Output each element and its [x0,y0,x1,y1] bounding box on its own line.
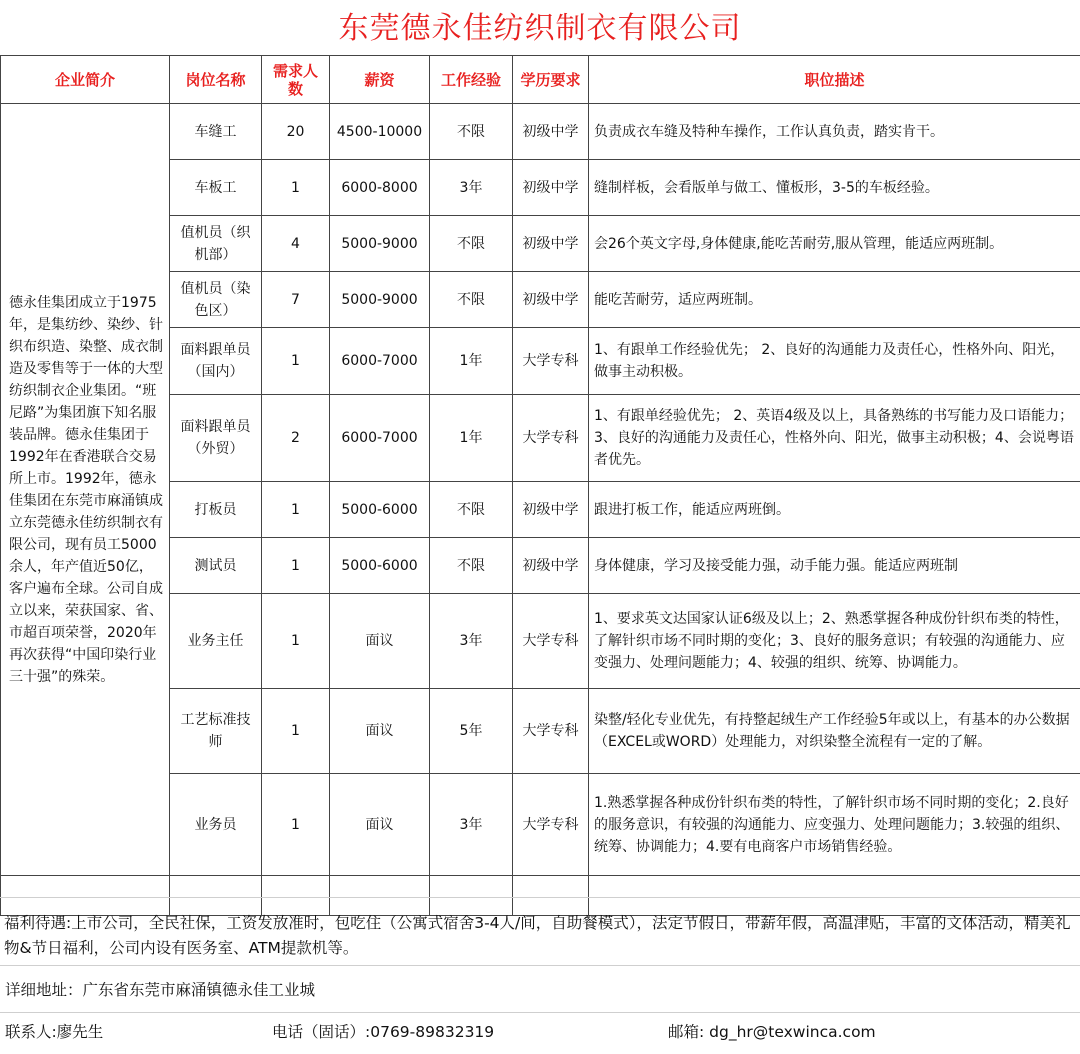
header-salary: 薪资 [330,56,430,104]
company-intro: 德永佳集团成立于1975年，是集纺纱、染纱、针织布织造、染整、成衣制造及零售等于一体的大型纺织制衣企业集团。“班尼路”为集团旗下知名服装品牌。德永佳集团于1992年在香港联合交易所上市。1992年，德永佳集团在东莞市麻涌镇成立东莞德永佳纺织制衣有限公司，现有员工5000余人，年产值近50亿，客户遍布全球。公司自成立以来，荣获国家、省、市超百项荣誉，2020年再次获得“中国印染行业三十强”的殊荣。 [1,104,170,876]
job-position: 车缝工 [170,104,262,160]
job-experience: 1年 [430,395,513,482]
header-description: 职位描述 [589,56,1080,104]
job-education: 初级中学 [513,104,589,160]
job-experience: 5年 [430,689,513,774]
job-position: 测试员 [170,538,262,594]
job-position: 面料跟单员（国内） [170,328,262,395]
page-title: 东莞德永佳纺织制衣有限公司 [338,11,742,46]
job-experience: 不限 [430,104,513,160]
job-count: 1 [262,689,330,774]
job-salary: 5000-9000 [330,216,430,272]
job-position: 业务主任 [170,594,262,689]
empty-cell [1,876,170,916]
empty-row [1,876,1080,916]
phone-number: 电话（固话）:0769-89832319 [272,1023,495,1041]
job-education: 初级中学 [513,538,589,594]
job-count: 1 [262,774,330,876]
empty-cell [430,876,513,916]
job-position: 车板工 [170,160,262,216]
email-address: 邮箱: dg_hr@texwinca.com [668,1023,876,1041]
table-header-row [1,56,1080,104]
job-education: 大学专科 [513,328,589,395]
divider [0,1012,1080,1013]
header-intro: 企业简介 [1,56,170,104]
job-salary: 4500-10000 [330,104,430,160]
job-education: 初级中学 [513,160,589,216]
job-education: 大学专科 [513,689,589,774]
job-description: 缝制样板，会看版单与做工、懂板形，3-5的车板经验。 [589,160,1080,216]
header-position: 岗位名称 [170,56,262,104]
job-salary: 面议 [330,689,430,774]
job-position: 工艺标准技师 [170,689,262,774]
job-salary: 5000-9000 [330,272,430,328]
job-description: 能吃苦耐劳，适应两班制。 [589,272,1080,328]
job-description: 染整/轻化专业优先，有持整起绒生产工作经验5年或以上，有基本的办公数据（EXCEL或WORD）处理能力，对织染整全流程有一定的了解。 [589,689,1080,774]
table-row [1,104,1080,160]
job-description: 跟进打板工作，能适应两班倒。 [589,482,1080,538]
job-count: 7 [262,272,330,328]
job-salary: 面议 [330,774,430,876]
job-education: 大学专科 [513,594,589,689]
contact-person: 联系人:廖先生 [5,1023,104,1041]
empty-cell [330,876,430,916]
job-experience: 3年 [430,594,513,689]
job-position: 打板员 [170,482,262,538]
job-experience: 不限 [430,538,513,594]
benefits-text: 福利待遇:上市公司，全民社保，工资发放准时，包吃住（公寓式宿舍3-4人/间，自助餐模式），法定节假日，带薪年假，高温津贴，丰富的文体活动，精美礼物&节日福利，公司内设有医务室、ATM提款机等。 [4,914,1071,957]
job-salary: 6000-7000 [330,328,430,395]
job-description: 1.熟悉掌握各种成份针织布类的特性，了解针织市场不同时期的变化；2.良好的服务意识，有较强的沟通能力、应变强力、处理问题能力；3.较强的组织、统筹、协调能力；4.要有电商客户市场销售经验。 [589,774,1080,876]
job-experience: 不限 [430,272,513,328]
job-description: 负责成衣车缝及特种车操作，工作认真负责，踏实肯干。 [589,104,1080,160]
job-education: 大学专科 [513,395,589,482]
job-salary: 6000-7000 [330,395,430,482]
header-count: 需求人数 [262,56,330,104]
job-position: 面料跟单员（外贸） [170,395,262,482]
job-experience: 1年 [430,328,513,395]
job-count: 1 [262,482,330,538]
header-education: 学历要求 [513,56,589,104]
job-description: 1、有跟单工作经验优先； 2、良好的沟通能力及责任心，性格外向、阳光，做事主动积极。 [589,328,1080,395]
job-count: 4 [262,216,330,272]
job-experience: 3年 [430,160,513,216]
job-count: 1 [262,594,330,689]
divider [0,965,1080,966]
job-position: 业务员 [170,774,262,876]
job-table [0,55,1080,916]
divider [0,897,1080,898]
header-experience: 工作经验 [430,56,513,104]
job-description: 1、要求英文达国家认证6级及以上；2、熟悉掌握各种成份针织布类的特性，了解针织市场不同时期的变化；3、良好的服务意识；有较强的沟通能力、应变强力、处理问题能力；4、较强的组织、统筹、协调能力。 [589,594,1080,689]
job-salary: 5000-6000 [330,538,430,594]
job-experience: 3年 [430,774,513,876]
job-experience: 不限 [430,216,513,272]
job-position: 值机员（织机部） [170,216,262,272]
job-salary: 6000-8000 [330,160,430,216]
job-description: 1、有跟单经验优先； 2、英语4级及以上，具备熟练的书写能力及口语能力； 3、良好的沟通能力及责任心，性格外向、阳光，做事主动积极；4、会说粤语者优先。 [589,395,1080,482]
job-count: 1 [262,160,330,216]
job-experience: 不限 [430,482,513,538]
job-count: 1 [262,328,330,395]
job-education: 初级中学 [513,216,589,272]
job-position: 值机员（染色区） [170,272,262,328]
job-education: 初级中学 [513,482,589,538]
address-text: 详细地址：广东省东莞市麻涌镇德永佳工业城 [5,981,316,999]
empty-cell [589,876,1080,916]
empty-cell [170,876,262,916]
empty-cell [513,876,589,916]
job-count: 20 [262,104,330,160]
job-salary: 5000-6000 [330,482,430,538]
job-description: 身体健康，学习及接受能力强，动手能力强。能适应两班制 [589,538,1080,594]
empty-cell [262,876,330,916]
job-description: 会26个英文字母,身体健康,能吃苦耐劳,服从管理，能适应两班制。 [589,216,1080,272]
job-education: 大学专科 [513,774,589,876]
job-education: 初级中学 [513,272,589,328]
job-count: 2 [262,395,330,482]
job-count: 1 [262,538,330,594]
job-salary: 面议 [330,594,430,689]
